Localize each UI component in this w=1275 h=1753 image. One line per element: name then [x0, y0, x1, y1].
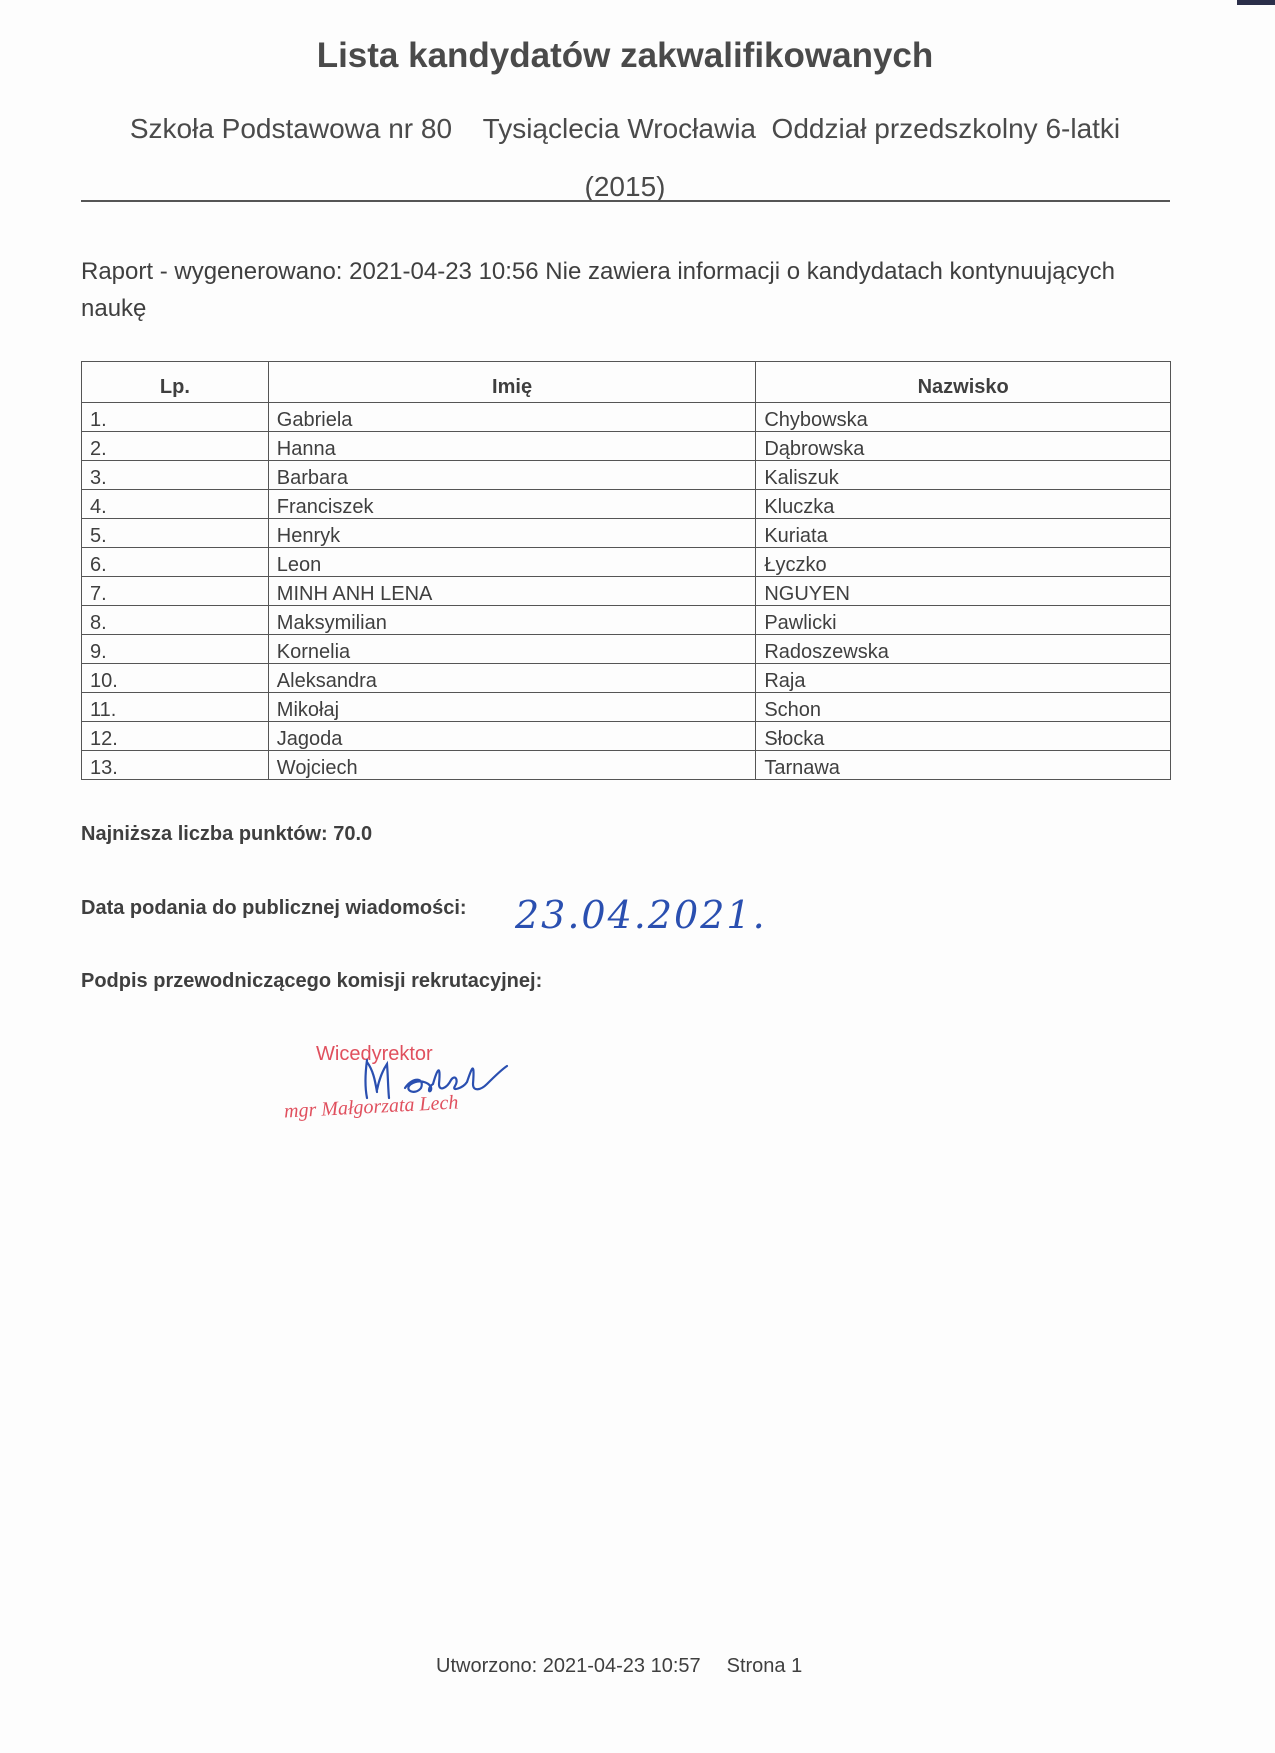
stamp-name: mgr Małgorzata Lech: [283, 1091, 459, 1123]
cell-last-name: Kaliszuk: [756, 461, 1171, 490]
title-divider: [81, 200, 1170, 202]
cell-lp: 13.: [82, 751, 269, 780]
cell-first-name: Aleksandra: [268, 664, 756, 693]
table-header-row: [82, 362, 1171, 403]
cell-first-name: Barbara: [268, 461, 756, 490]
signature-label: Podpis przewodniczącego komisji rekrutacyjnej:: [81, 970, 543, 992]
cell-first-name: Henryk: [268, 519, 756, 548]
table-row: [82, 490, 1171, 519]
cell-first-name: Jagoda: [268, 722, 756, 751]
table-row: [82, 403, 1171, 432]
table-row: [82, 519, 1171, 548]
cell-lp: 12.: [82, 722, 269, 751]
cell-first-name: MINH ANH LENA: [268, 577, 756, 606]
cell-first-name: Gabriela: [268, 403, 756, 432]
cell-last-name: Pawlicki: [756, 606, 1171, 635]
cell-last-name: Dąbrowska: [756, 432, 1171, 461]
cell-lp: 10.: [82, 664, 269, 693]
subtitle-line-2: (2015): [584, 171, 666, 202]
cell-lp: 9.: [82, 635, 269, 664]
table-row: [82, 432, 1171, 461]
cell-first-name: Mikołaj: [268, 693, 756, 722]
table-row: [82, 751, 1171, 780]
cell-lp: 11.: [82, 693, 269, 722]
cell-last-name: Łyczko: [756, 548, 1171, 577]
table-row: [82, 461, 1171, 490]
cell-last-name: Tarnawa: [756, 751, 1171, 780]
stamp-title: Wicedyrektor: [316, 1043, 433, 1065]
cell-last-name: Słocka: [756, 722, 1171, 751]
lowest-points: Najniższa liczba punktów: 70.0: [81, 823, 373, 845]
table-row: [82, 693, 1171, 722]
cell-first-name: Franciszek: [268, 490, 756, 519]
table-row: [82, 722, 1171, 751]
cell-lp: 2.: [82, 432, 269, 461]
school-subtitle: [80, 100, 1170, 216]
cell-first-name: Wojciech: [268, 751, 756, 780]
cell-first-name: Kornelia: [268, 635, 756, 664]
page-title: Lista kandydatów zakwalifikowanych: [316, 36, 934, 75]
column-header-last-name: Nazwisko: [756, 362, 1171, 403]
cell-lp: 7.: [82, 577, 269, 606]
column-header-lp: Lp.: [82, 362, 269, 403]
scan-corner-mark: [1237, 0, 1275, 5]
publication-date-handwritten: 23.04.2021.: [515, 893, 767, 937]
footer-page-number: Strona 1: [726, 1655, 803, 1677]
report-note: Raport - wygenerowano: 2021-04-23 10:56 Nie zawiera informacji o kandydatach kontynuujących naukę: [81, 258, 1115, 322]
cell-lp: 5.: [82, 519, 269, 548]
footer-created: Utworzono: 2021-04-23 10:57: [436, 1655, 701, 1677]
cell-last-name: Chybowska: [756, 403, 1171, 432]
cell-lp: 8.: [82, 606, 269, 635]
subtitle-line-1: Szkoła Podstawowa nr 80 Tysiąclecia Wrocławia Oddział przedszkolny 6-latki: [129, 113, 1121, 144]
cell-last-name: Radoszewska: [756, 635, 1171, 664]
cell-first-name: Leon: [268, 548, 756, 577]
cell-last-name: Kluczka: [756, 490, 1171, 519]
cell-lp: 4.: [82, 490, 269, 519]
cell-lp: 3.: [82, 461, 269, 490]
cell-last-name: Schon: [756, 693, 1171, 722]
cell-lp: 1.: [82, 403, 269, 432]
cell-lp: 6.: [82, 548, 269, 577]
candidates-table: [81, 361, 1171, 780]
cell-last-name: NGUYEN: [756, 577, 1171, 606]
cell-last-name: Kuriata: [756, 519, 1171, 548]
column-header-first-name: Imię: [268, 362, 756, 403]
page-footer: [436, 1655, 802, 1678]
publication-date-label: Data podania do publicznej wiadomości:: [81, 897, 467, 919]
cell-last-name: Raja: [756, 664, 1171, 693]
table-row: [82, 548, 1171, 577]
table-row: [82, 664, 1171, 693]
table-row: [82, 606, 1171, 635]
cell-first-name: Hanna: [268, 432, 756, 461]
table-row: [82, 635, 1171, 664]
cell-first-name: Maksymilian: [268, 606, 756, 635]
table-row: [82, 577, 1171, 606]
